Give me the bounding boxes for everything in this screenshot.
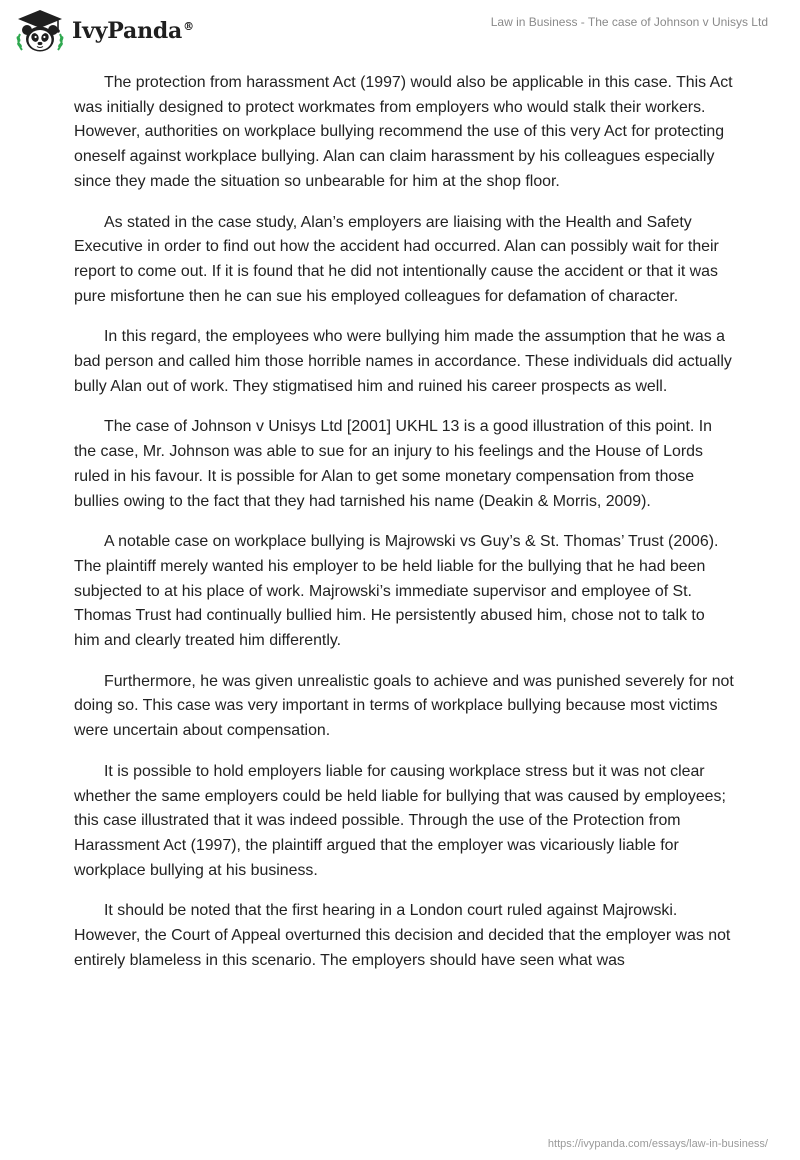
registered-mark: ®	[183, 19, 194, 33]
source-url[interactable]: https://ivypanda.com/essays/law-in-business/	[547, 1138, 768, 1150]
panda-graduation-cap-icon	[14, 8, 66, 54]
document-title: Law in Business - The case of Johnson v Unisys Ltd	[490, 15, 768, 29]
paragraph: Furthermore, he was given unrealistic goals to achieve and was punished severely for not doing so. This case was very important in terms of workplace bullying because most victims were uncertain about compensation.	[74, 672, 734, 740]
brand-name	[72, 18, 194, 44]
paragraph: In this regard, the employees who were bullying him made the assumption that he was a bad person and called him those horrible names in accordance. These individuals did actually bully Alan out of work. They stigmatised him and ruined his career prospects as well.	[74, 328, 732, 395]
brand-text: IvyPanda	[72, 18, 183, 44]
paragraph: A notable case on workplace bullying is Majrowski vs Guy’s & St. Thomas’ Trust (2006). The plaintiff merely wanted his employer to be held liable for the bullying that he had been subjected to at his place of work. Majrowski’s immediate supervisor and employee of St. Thomas Trust had continually bullied him. He persistently abused him, chose not to talk to him and clearly treated him differently.	[74, 533, 719, 650]
paragraph: As stated in the case study, Alan’s employers are liaising with the Health and Safety Executive in order to find out how the accident had occurred. Alan can possibly wait for their report to come out. If it is found that he did not intentionally cause the accident or that it was pure misfortune then he can sue his employed colleagues for defamation of character.	[74, 213, 719, 305]
paragraph: It should be noted that the first hearing in a London court ruled against Majrowski. However, the Court of Appeal overturned this decision and decided that the employer was not entirely blameless in this scenario. The employers should have seen what was	[74, 902, 731, 969]
essay-body	[74, 71, 734, 990]
page-header	[0, 0, 800, 60]
paragraph: The protection from harassment Act (1997) would also be applicable in this case. This Act was initially designed to protect workmates from employers who would stalk their workers. However, authorities on workplace bullying recommend the use of this very Act for protecting oneself against workplace bullying. Alan can claim harassment by his colleagues especially since they made the situation so unbearable for him at the shop floor.	[74, 74, 733, 190]
paragraph: It is possible to hold employers liable for causing workplace stress but it was not clear whether the same employers could be held liable for bullying that was caused by employees; this case illustrated that it was indeed possible. Through the use of the Protection from Harassment Act (1997), the plaintiff argued that the employer was vicariously liable for workplace bullying at his business.	[74, 762, 726, 879]
logo[interactable]	[14, 8, 194, 54]
paragraph: The case of Johnson v Unisys Ltd [2001] UKHL 13 is a good illustration of this point. In the case, Mr. Johnson was able to sue for an injury to his feelings and the House of Lords ruled in his favour. It is possible for Alan to get some monetary compensation from those bullies owing to the fact that they had tarnished his name (Deakin & Morris, 2009).	[74, 418, 713, 510]
